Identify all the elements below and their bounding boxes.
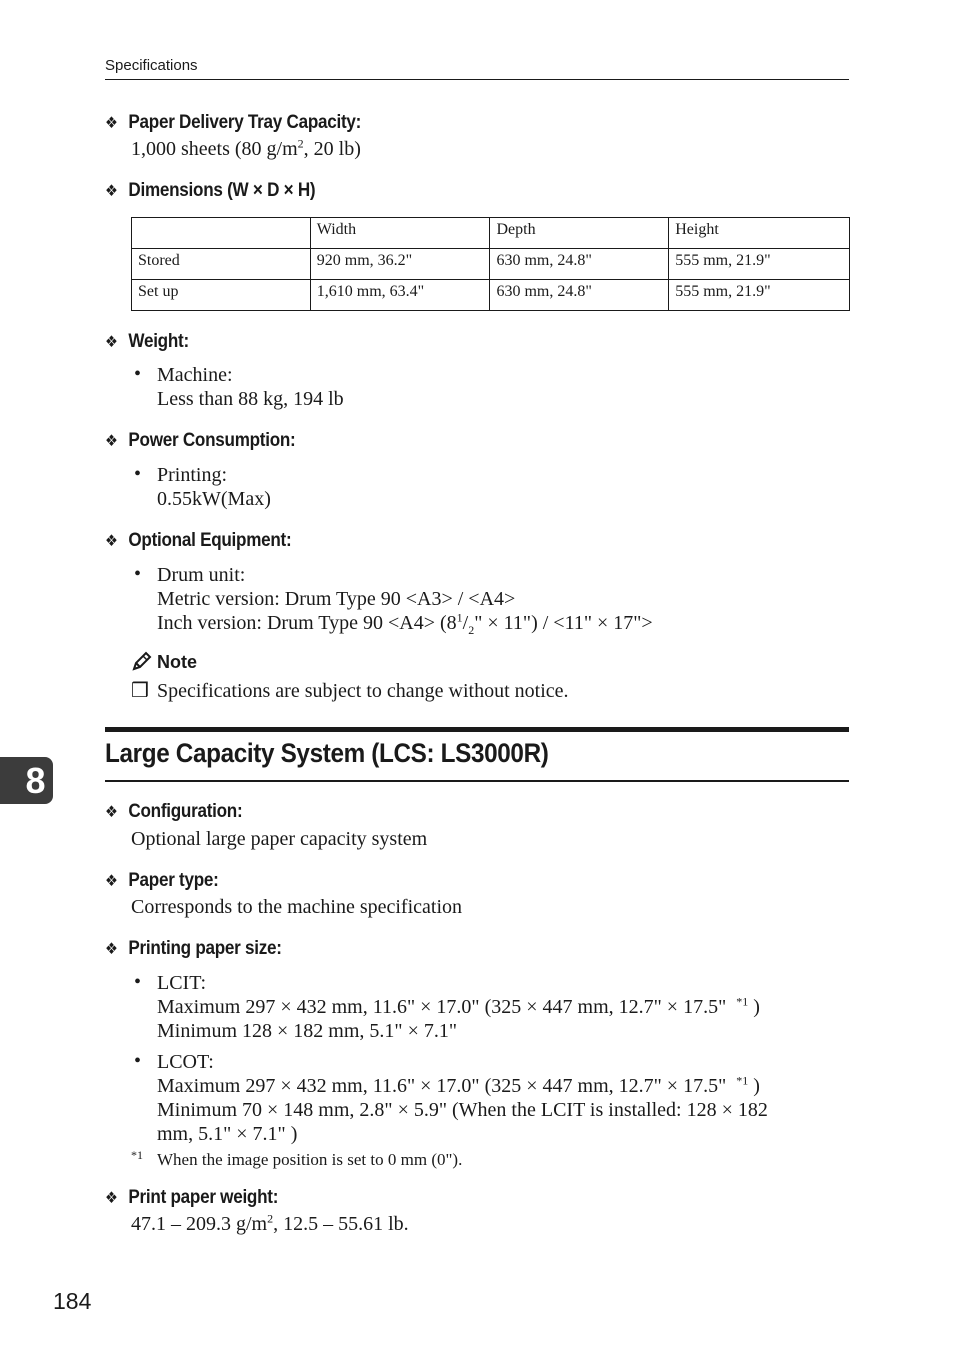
optional-metric: Metric version: Drum Type 90 <A3> / <A4> [157, 588, 516, 610]
table-header-cell: Width [310, 218, 490, 249]
running-head: Specifications [105, 57, 198, 74]
lcit-maximum: Maximum 297 × 432 mm, 11.6" × 17.0" (325 × 447 mm, 12.7" × 17.5" $^{*1}$ ) [157, 994, 760, 1018]
diamond-icon: ❖ [105, 804, 118, 821]
section-title-tray [105, 112, 361, 134]
lcit-label: LCIT: [157, 972, 206, 994]
table-cell: 920 mm, 36.2" [310, 249, 490, 280]
section-title-printing-size [105, 938, 282, 960]
chapter-tab: 8 [0, 757, 53, 804]
tray-capacity-value: 1,000 sheets (80 $g/m^2$, 20 lb) [131, 136, 361, 160]
table-cell: 630 mm, 24.8" [490, 249, 669, 280]
section-title-text: Paper Delivery Tray Capacity: [128, 112, 362, 133]
section-title-text: Weight: [128, 331, 189, 352]
table-row [132, 249, 850, 280]
section-title-weight [105, 331, 189, 353]
note-checkbox-icon: ❒ [131, 680, 149, 702]
diamond-icon: ❖ [105, 334, 118, 351]
table-cell: 555 mm, 21.9" [669, 249, 850, 280]
table-header-cell: Height [669, 218, 850, 249]
table-cell: Stored [132, 249, 311, 280]
lcot-minimum-line1: Minimum 70 × 148 mm, 2.8" × 5.9" (When the LCIT is installed: 128 × 182 [157, 1099, 768, 1121]
bullet-icon: • [134, 1050, 142, 1072]
section-title-print-weight [105, 1187, 278, 1209]
lcot-label: LCOT: [157, 1051, 214, 1073]
lcot-maximum: Maximum 297 × 432 mm, 11.6" × 17.0" (325 × 447 mm, 12.7" × 17.5" $^{*1}$ ) [157, 1073, 760, 1097]
section-title-text: Printing paper size: [128, 938, 282, 959]
optional-inch: Inch version: Drum Type $90 <A4> (8^1/_2$" × 11") / <11" × 17"> [157, 610, 653, 637]
diamond-icon: ❖ [105, 183, 118, 200]
section-title-dimensions [105, 180, 315, 202]
section-title-text: Dimensions (W × D × H) [128, 180, 316, 201]
page-number: 184 [53, 1288, 92, 1314]
section-title-power [105, 430, 295, 452]
diamond-icon: ❖ [105, 433, 118, 450]
diamond-icon: ❖ [105, 873, 118, 890]
table-row [132, 280, 850, 311]
lcot-minimum-line2: mm, 5.1" × 7.1" ) [157, 1123, 298, 1145]
power-value: 0.55kW(Max) [157, 488, 271, 510]
table-cell: 555 mm, 21.9" [669, 280, 850, 311]
section-title-text: Print paper weight: [128, 1187, 279, 1208]
lcit-minimum: Minimum 128 × 182 mm, 5.1" × 7.1" [157, 1020, 458, 1042]
section-title-paper-type [105, 870, 219, 892]
table-cell: Set up [132, 280, 311, 311]
footnote-mark: *1 [131, 1148, 143, 1162]
configuration-value: Optional large paper capacity system [131, 828, 428, 850]
section-title-text: Power Consumption: [128, 430, 296, 451]
chapter-heading: Large Capacity System (LCS: LS3000R) [105, 738, 549, 768]
note-text: Specifications are subject to change without notice. [157, 680, 569, 702]
heading-rule-bottom [105, 780, 849, 782]
section-title-text: Optional Equipment: [128, 530, 292, 551]
section-title-configuration [105, 801, 242, 823]
pencil-icon [131, 650, 153, 672]
footnote-text: When the image position is set to 0 mm (0"). [157, 1150, 463, 1169]
diamond-icon: ❖ [105, 1190, 118, 1207]
table-header-row [132, 218, 850, 249]
section-title-text: Configuration: [128, 801, 243, 822]
diamond-icon: ❖ [105, 941, 118, 958]
note-title: Note [157, 652, 197, 672]
table-cell: 630 mm, 24.8" [490, 280, 669, 311]
bullet-icon: • [134, 971, 142, 993]
header-rule [105, 79, 849, 80]
diamond-icon: ❖ [105, 115, 118, 132]
weight-value: Less than 88 kg, 194 lb [157, 388, 344, 410]
diamond-icon: ❖ [105, 533, 118, 550]
section-title-text: Paper type: [128, 870, 219, 891]
optional-label: Drum unit: [157, 564, 246, 586]
bullet-icon: • [134, 363, 142, 385]
paper-type-value: Corresponds to the machine specification [131, 896, 463, 918]
weight-label: Machine: [157, 364, 233, 386]
section-title-optional [105, 530, 291, 552]
bullet-icon: • [134, 563, 142, 585]
print-weight-value: 47.1 – 209.3 $g/m^2$, 12.5 – 55.61 lb. [131, 1211, 409, 1235]
dimensions-table [131, 217, 850, 311]
table-header-cell [132, 218, 311, 249]
table-header-cell: Depth [490, 218, 669, 249]
heading-rule-top [105, 727, 849, 732]
power-label: Printing: [157, 464, 228, 486]
table-cell: 1,610 mm, 63.4" [310, 280, 490, 311]
bullet-icon: • [134, 463, 142, 485]
